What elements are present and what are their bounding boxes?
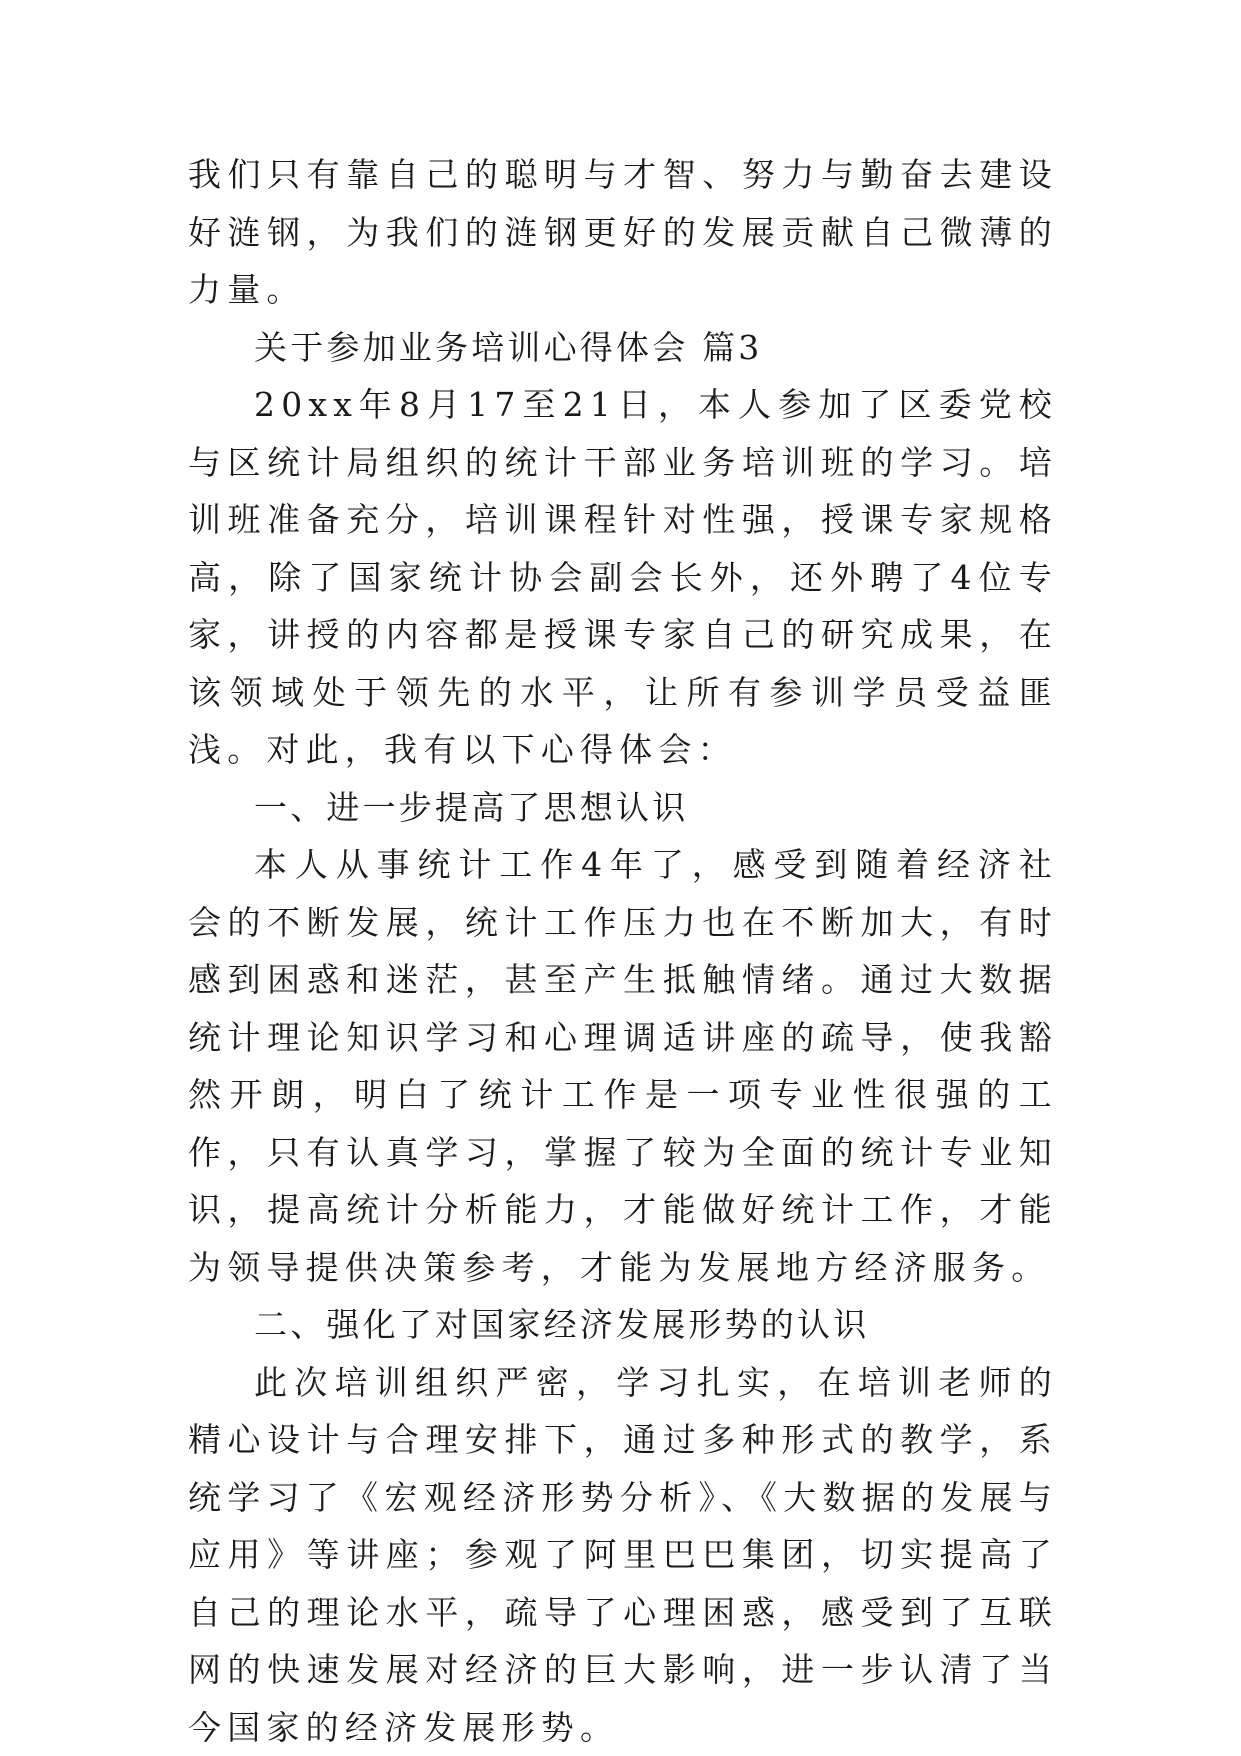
paragraph-2: 此次培训组织严密，学习扎实，在培训老师的精心设计与合理安排下，通过多种形式的教学，系统学习了《宏观经济形势分析》、《大数据的发展与应用》等讲座；参观了阿里巴巴集团，切实提高了自己的理论水平，疏导了心理困惑，感受到了互联网的快速发展对经济的巨大影响，进一步认清了当今国家的经济发展形势。 — [188, 1354, 1058, 1756]
subheading-2: 二、强化了对国家经济发展形势的认识 — [188, 1296, 1058, 1354]
paragraph-closing: 我们只有靠自己的聪明与才智、努力与勤奋去建设好涟钢，为我们的涟钢更好的发展贡献自己微薄的力量。 — [188, 146, 1058, 319]
section-title: 关于参加业务培训心得体会 篇3 — [188, 319, 1058, 377]
paragraph-intro: 20xx年8月17至21日，本人参加了区委党校与区统计局组织的统计干部业务培训班的学习。培训班准备充分，培训课程针对性强，授课专家规格高，除了国家统计协会副会长外，还外聘了4位专家，讲授的内容都是授课专家自己的研究成果，在该领域处于领先的水平，让所有参训学员受益匪浅。对此，我有以下心得体会： — [188, 376, 1058, 779]
paragraph-1: 本人从事统计工作4年了，感受到随着经济社会的不断发展，统计工作压力也在不断加大，有时感到困惑和迷茫，甚至产生抵触情绪。通过大数据统计理论知识学习和心理调适讲座的疏导，使我豁然开朗，明白了统计工作是一项专业性很强的工作，只有认真学习，掌握了较为全面的统计专业知识，提高统计分析能力，才能做好统计工作，才能为领导提供决策参考，才能为发展地方经济服务。 — [188, 836, 1058, 1296]
subheading-1: 一、进一步提高了思想认识 — [188, 779, 1058, 837]
document-body — [188, 146, 1058, 1756]
